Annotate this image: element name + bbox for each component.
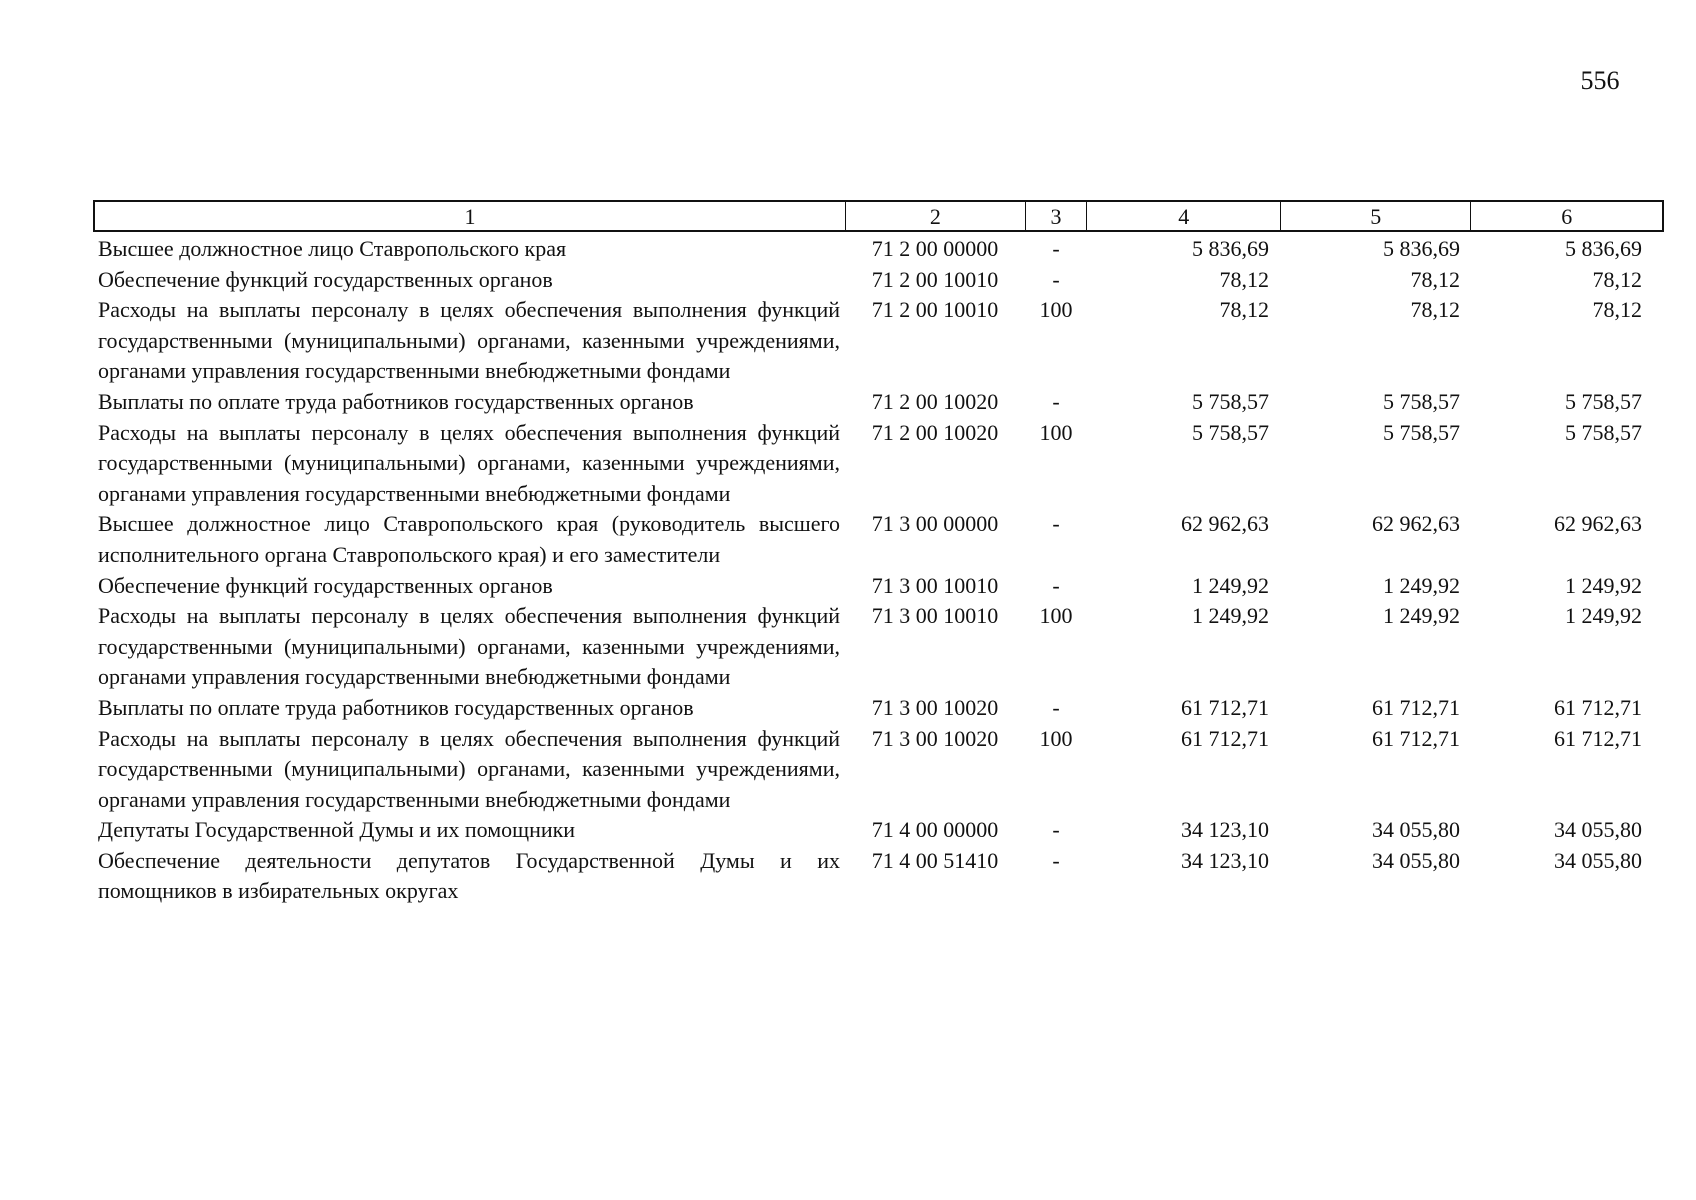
row-amount-col-5: 34 055,80	[1372, 847, 1460, 873]
row-expense-type: 100	[1039, 419, 1073, 445]
table-row	[93, 265, 1664, 296]
row-name-text: Депутаты Государственной Думы и их помощники	[98, 817, 576, 843]
row-name	[93, 846, 845, 907]
row-expense-type: 100	[1039, 603, 1073, 629]
row-name-text: Выплаты по оплате труда работников государственных органов	[98, 694, 694, 720]
table-row	[93, 693, 1664, 724]
row-name-text: Высшее должностное лицо Ставропольского края	[98, 236, 567, 261]
table-row	[93, 571, 1664, 602]
row-amount-col-4: 78,12	[1219, 266, 1269, 292]
table-row	[93, 815, 1664, 846]
table-row	[93, 724, 1664, 816]
table-row	[93, 234, 1664, 265]
row-amount-col-4: 62 962,63	[1181, 511, 1269, 537]
header-col-2: 2	[845, 202, 1025, 230]
row-name-text: Расходы на выплаты персоналу в целях обеспечения выполнения функций государственными (муниципальными) органами, казенными учреждениями, органами управления государственными внебюджетными фондами	[98, 419, 840, 506]
row-expense-type: 100	[1039, 297, 1073, 323]
page-number: 556	[1580, 66, 1620, 95]
row-amount-col-5: 61 712,71	[1372, 694, 1460, 720]
header-col-5: 5	[1280, 202, 1471, 230]
row-expense-type: -	[1052, 266, 1060, 292]
row-expense-type: -	[1052, 572, 1060, 598]
row-amount-col-6: 5 758,57	[1565, 388, 1642, 414]
table-row	[93, 295, 1664, 387]
row-code: 71 4 00 00000	[871, 817, 999, 843]
row-name-text: Выплаты по оплате труда работников государственных органов	[98, 388, 694, 414]
row-name	[93, 693, 845, 724]
row-amount-col-4: 78,12	[1219, 297, 1269, 323]
row-name-text: Расходы на выплаты персоналу в целях обеспечения выполнения функций государственными (муниципальными) органами, казенными учреждениями, органами управления государственными внебюджетными фондами	[98, 725, 840, 812]
row-amount-col-6: 62 962,63	[1554, 511, 1642, 537]
table-row	[93, 387, 1664, 418]
row-amount-col-5: 1 249,92	[1383, 603, 1460, 629]
row-name-text: Высшее должностное лицо Ставропольского края (руководитель высшего исполнительного органа Ставропольского края) и его заместители	[98, 511, 840, 567]
row-name	[93, 387, 845, 418]
row-name-text: Обеспечение деятельности депутатов Государственной Думы и их помощников в избирательных округах	[98, 847, 840, 904]
row-amount-col-5: 5 836,69	[1383, 236, 1460, 261]
row-amount-col-5: 61 712,71	[1372, 725, 1460, 751]
header-col-6: 6	[1470, 202, 1662, 230]
row-expense-type: -	[1052, 817, 1060, 843]
row-amount-col-5: 78,12	[1410, 266, 1460, 292]
row-amount-col-5: 5 758,57	[1383, 419, 1460, 445]
header-col-1: 1	[464, 204, 476, 229]
row-amount-col-6: 78,12	[1592, 266, 1642, 292]
row-code: 71 3 00 10020	[871, 725, 999, 751]
budget-table	[93, 200, 1664, 907]
row-name	[93, 601, 845, 693]
row-amount-col-4: 1 249,92	[1192, 572, 1269, 598]
row-code: 71 3 00 10020	[871, 694, 999, 720]
row-amount-col-6: 34 055,80	[1554, 847, 1642, 873]
table-body	[93, 234, 1664, 907]
row-amount-col-4: 1 249,92	[1192, 603, 1269, 629]
row-name	[93, 571, 845, 602]
row-name	[93, 234, 845, 265]
row-amount-col-4: 5 836,69	[1192, 236, 1269, 261]
row-code: 71 3 00 00000	[871, 511, 999, 537]
row-amount-col-4: 61 712,71	[1181, 725, 1269, 751]
table-row	[93, 846, 1664, 907]
table-row	[93, 509, 1664, 570]
row-amount-col-4: 34 123,10	[1181, 847, 1269, 873]
row-amount-col-4: 34 123,10	[1181, 817, 1269, 843]
row-amount-col-5: 62 962,63	[1372, 511, 1460, 537]
table-header	[93, 200, 1664, 232]
row-amount-col-6: 61 712,71	[1554, 694, 1642, 720]
row-name	[93, 265, 845, 296]
row-expense-type: -	[1052, 388, 1060, 414]
row-name	[93, 295, 845, 387]
row-expense-type: -	[1052, 847, 1060, 873]
row-amount-col-5: 34 055,80	[1372, 817, 1460, 843]
row-code: 71 2 00 10010	[871, 297, 999, 323]
row-name-text: Расходы на выплаты персоналу в целях обеспечения выполнения функций государственными (муниципальными) органами, казенными учреждениями, органами управления государственными внебюджетными фондами	[98, 603, 840, 690]
row-code: 71 2 00 10020	[871, 419, 999, 445]
row-name-text: Обеспечение функций государственных органов	[98, 572, 553, 598]
row-amount-col-6: 5 758,57	[1565, 419, 1642, 445]
row-name	[93, 724, 845, 816]
table-row	[93, 418, 1664, 510]
row-name	[93, 509, 845, 570]
row-amount-col-6: 34 055,80	[1554, 817, 1642, 843]
row-expense-type: -	[1052, 236, 1060, 261]
row-amount-col-6: 5 836,69	[1565, 236, 1642, 261]
row-amount-col-6: 61 712,71	[1554, 725, 1642, 751]
row-code: 71 2 00 00000	[871, 236, 999, 261]
row-amount-col-5: 5 758,57	[1383, 388, 1460, 414]
row-code: 71 3 00 10010	[871, 603, 999, 629]
row-amount-col-6: 78,12	[1592, 297, 1642, 323]
row-name-text: Расходы на выплаты персоналу в целях обеспечения выполнения функций государственными (муниципальными) органами, казенными учреждениями, органами управления государственными внебюджетными фондами	[98, 297, 840, 384]
row-code: 71 4 00 51410	[871, 847, 999, 873]
header-col-3: 3	[1025, 202, 1087, 230]
row-expense-type: -	[1052, 694, 1060, 720]
row-name	[93, 815, 845, 846]
row-amount-col-4: 5 758,57	[1192, 419, 1269, 445]
row-code: 71 2 00 10010	[871, 266, 999, 292]
row-expense-type: 100	[1039, 725, 1073, 751]
row-amount-col-6: 1 249,92	[1565, 572, 1642, 598]
header-col-4: 4	[1086, 202, 1280, 230]
row-code: 71 3 00 10010	[871, 572, 999, 598]
row-amount-col-5: 78,12	[1410, 297, 1460, 323]
row-amount-col-4: 5 758,57	[1192, 388, 1269, 414]
row-amount-col-6: 1 249,92	[1565, 603, 1642, 629]
row-code: 71 2 00 10020	[871, 388, 999, 414]
row-amount-col-4: 61 712,71	[1181, 694, 1269, 720]
table-row	[93, 601, 1664, 693]
row-name-text: Обеспечение функций государственных органов	[98, 266, 553, 292]
row-expense-type: -	[1052, 511, 1060, 537]
row-amount-col-5: 1 249,92	[1383, 572, 1460, 598]
row-name	[93, 418, 845, 510]
